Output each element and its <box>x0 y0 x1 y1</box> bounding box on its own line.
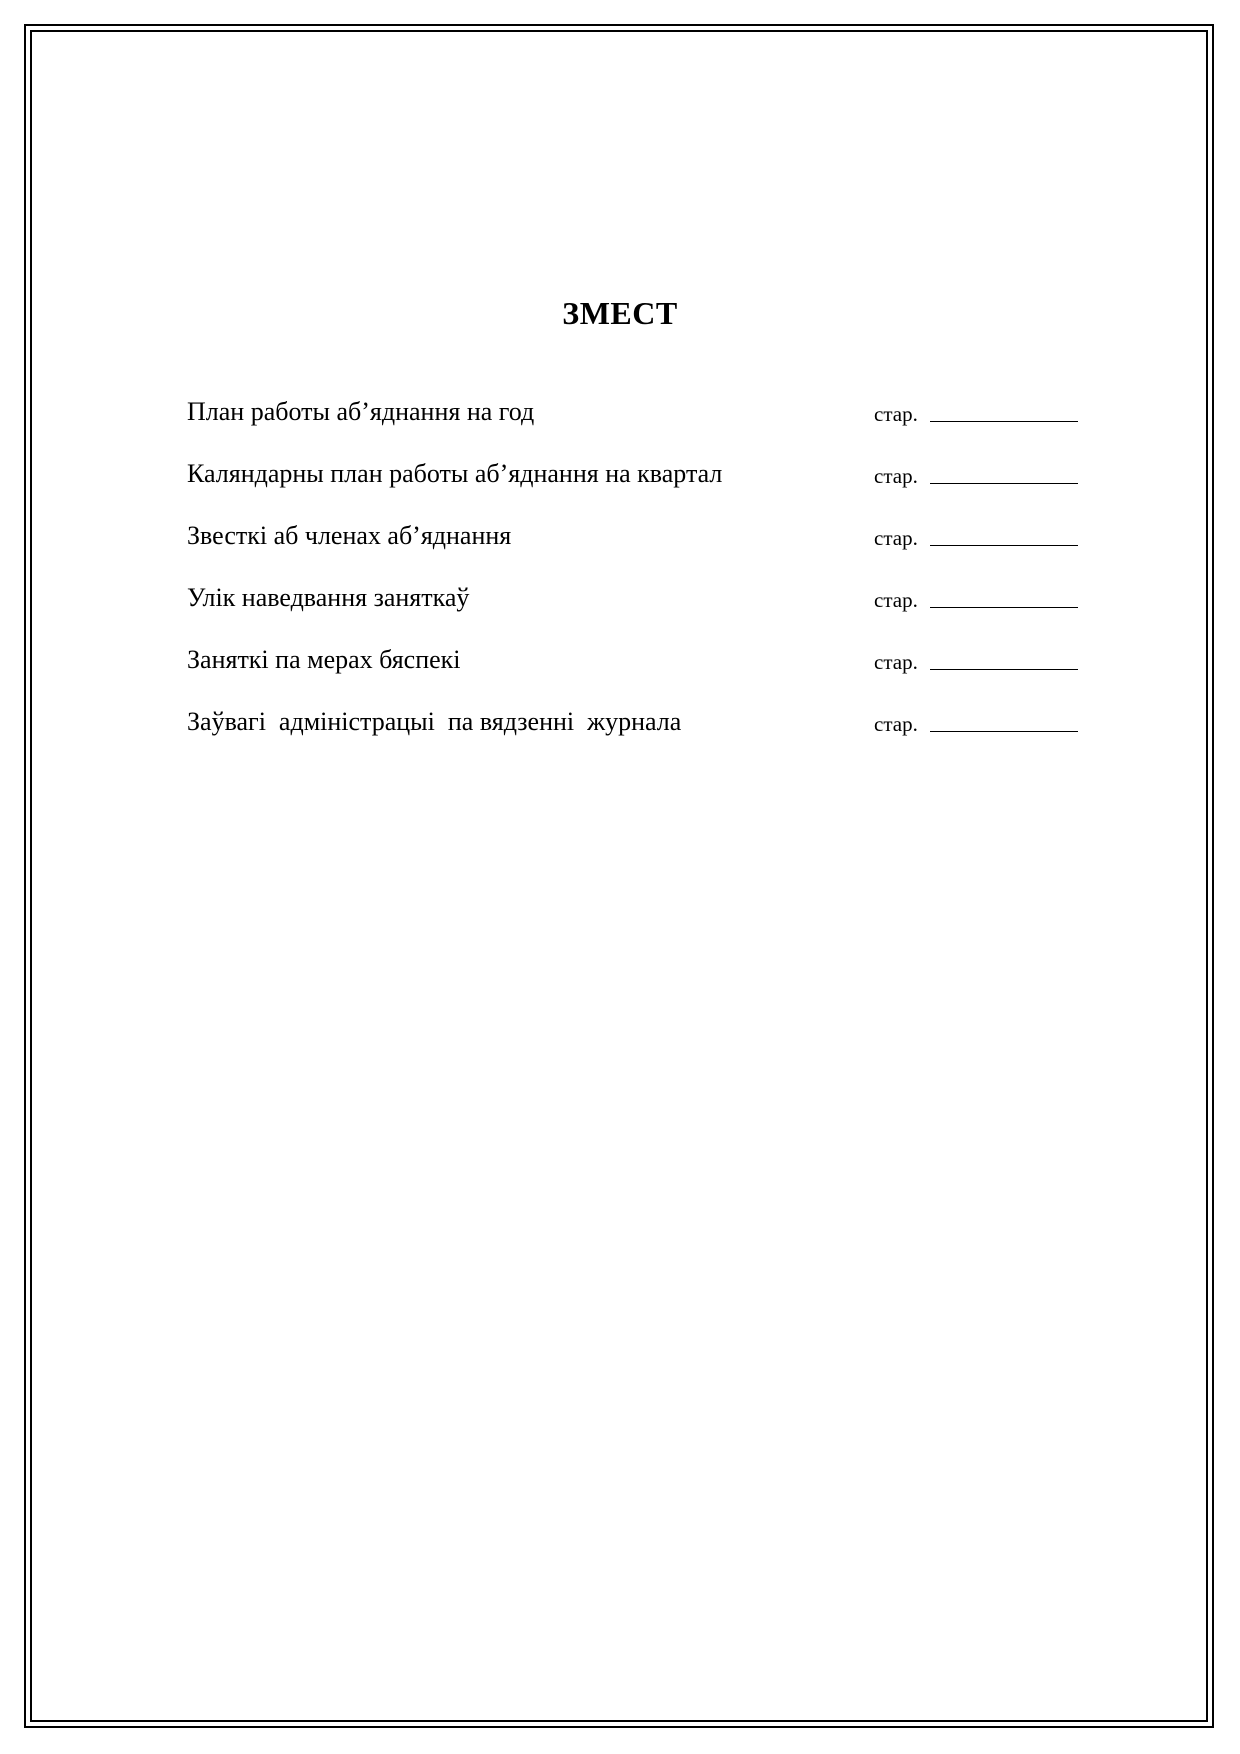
toc-entry <box>187 516 1077 556</box>
toc-page-prefix: стар. <box>874 650 918 674</box>
toc-page-blank-line <box>930 421 1078 422</box>
toc-page-blank-line <box>930 731 1078 732</box>
toc-page-blank-line <box>930 483 1078 484</box>
toc-entry-label: Заўвагі адміністрацыі па вядзенні журнала <box>187 707 682 736</box>
toc-page-prefix: стар. <box>874 464 918 488</box>
toc-entry-label: Каляндарны план работы аб’яднання на квартал <box>187 459 723 488</box>
toc-entry-label: Звесткі аб членах аб’яднання <box>187 521 512 550</box>
toc-page-blank-line <box>930 545 1078 546</box>
toc-entry <box>187 702 1077 742</box>
toc-page-prefix: стар. <box>874 526 918 550</box>
toc-entry-label: Заняткі па мерах бяспекі <box>187 645 461 674</box>
toc-page-blank-line <box>930 669 1078 670</box>
toc-entry <box>187 454 1077 494</box>
toc-page-prefix: стар. <box>874 712 918 736</box>
toc-page-prefix: стар. <box>874 402 918 426</box>
toc-entry <box>187 640 1077 680</box>
document-title: ЗМЕСТ <box>562 295 678 331</box>
toc-entry-label: Улік наведвання заняткаў <box>187 583 470 612</box>
toc-entry <box>187 392 1077 432</box>
toc-entry <box>187 578 1077 618</box>
toc-page-blank-line <box>930 607 1078 608</box>
toc-entry-label: План работы аб’яднання на год <box>187 397 535 426</box>
toc-page-prefix: стар. <box>874 588 918 612</box>
